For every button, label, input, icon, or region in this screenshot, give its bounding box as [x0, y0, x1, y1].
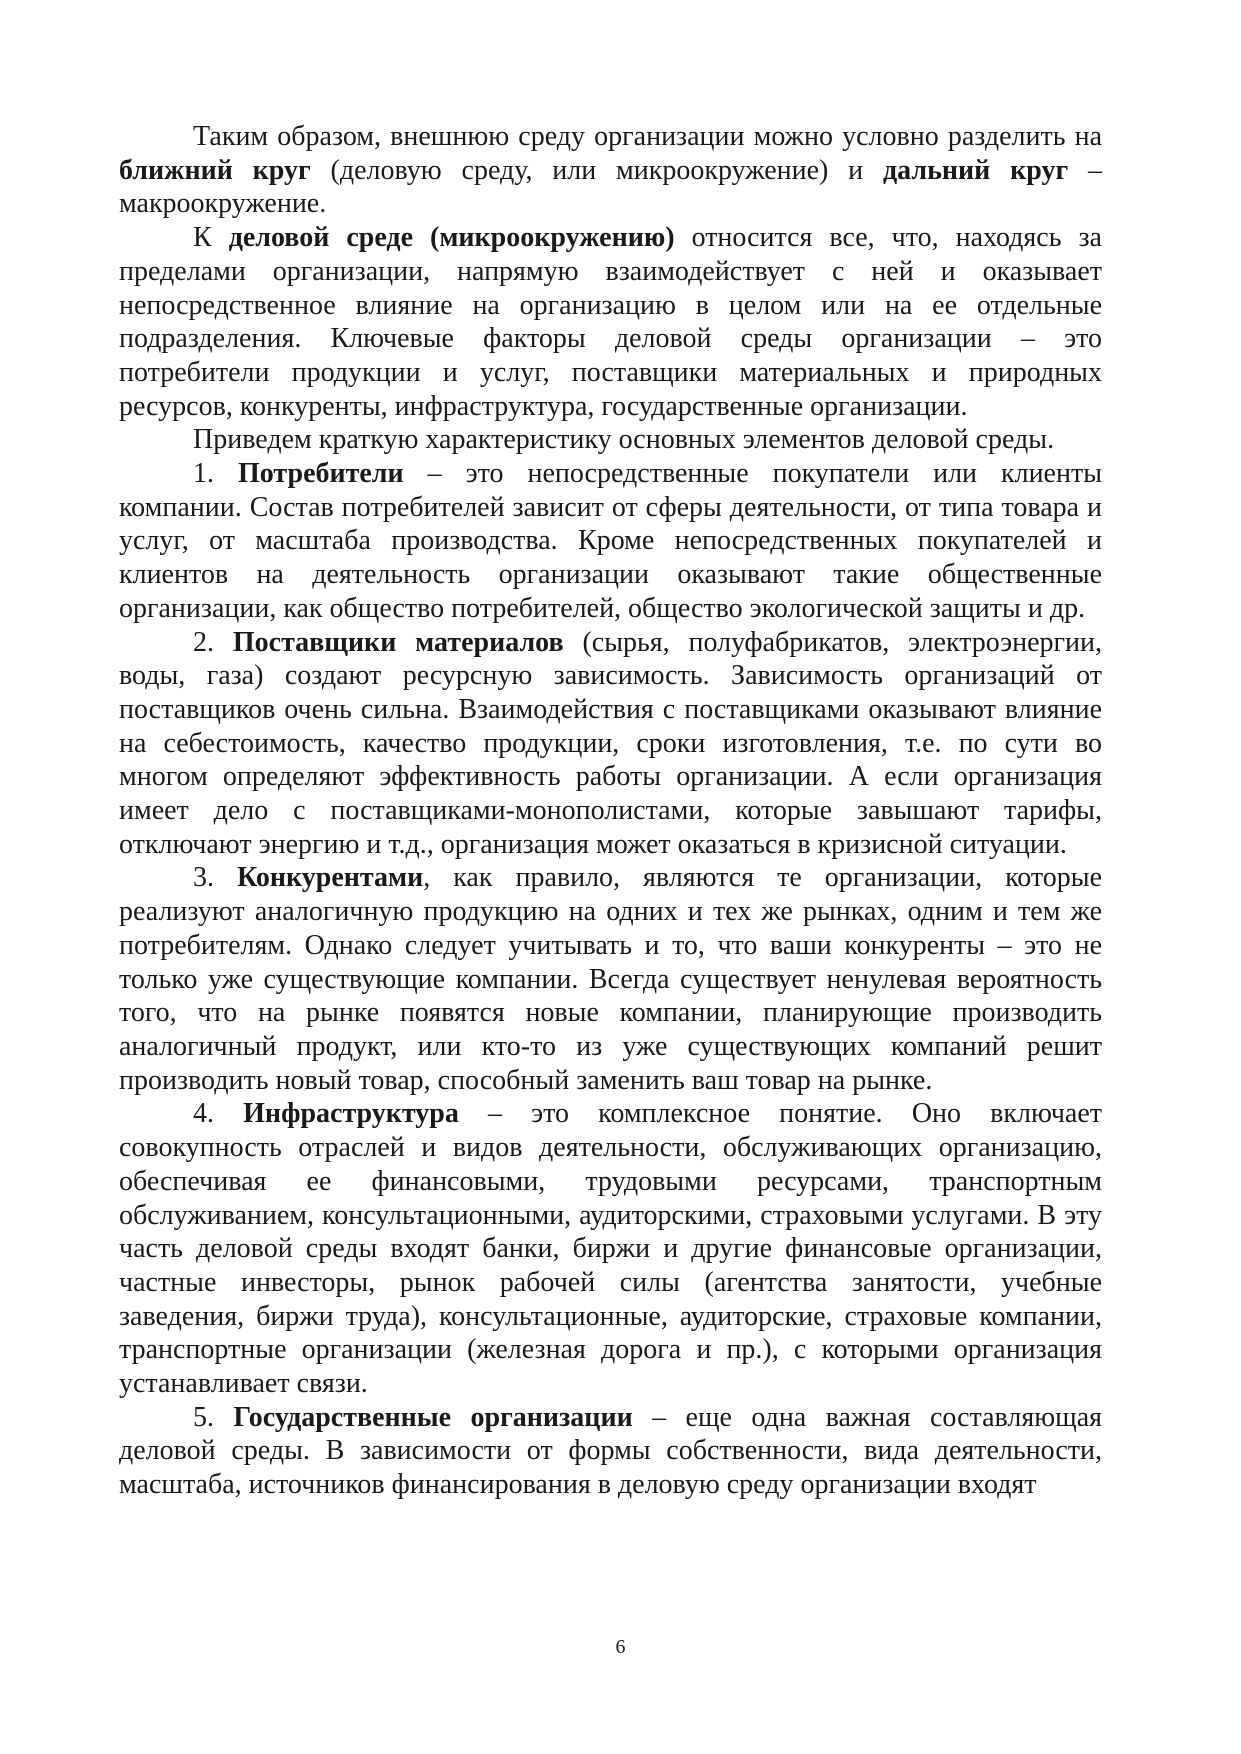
- text-run: , как правило, являются те организации, которые реализуют аналогичную продукцию на одних и тех же рынках, одним и тем же потребителям. Однако следует учитывать и то, что ваши конкуренты – это не только уже существующие компании. Всегда существует ненулевая вероятность того, что на рынке появятся новые компании, планирующие производить аналогичный продукт, или кто-то из уже существующих компаний решит производить новый товар, способный заменить ваш товар на рынке.: [119, 862, 1102, 1096]
- list-number: 1.: [193, 458, 238, 490]
- term-infrastructure: Инфраструктура: [243, 1098, 459, 1130]
- list-number: 4.: [193, 1098, 244, 1130]
- text-run: (сырья, полуфабрикатов, электроэнергии, воды, газа) создают ресурсную зависимость. Зависимость организаций от поставщиков очень сильна. Взаимодействия с поставщиками оказывают влияние на себестоимость, качество продукции, сроки изготовления, т.е. по сути во многом определяют эффективность работы организации. А если организация имеет дело с поставщиками-монополистами, которые завышают тарифы, отключают энергию и т.д., организация может оказаться в кризисной ситуации.: [119, 626, 1103, 860]
- term-consumers: Потребители: [237, 458, 404, 490]
- text-run: – еще одна важная составляющая деловой среды. В зависимости от формы собственности, вида деятельности, масштаба, источников финансирования в деловую среду организации входят: [119, 1401, 1103, 1501]
- term-suppliers: Поставщики материалов: [232, 626, 564, 658]
- list-item-infrastructure: [119, 1097, 1102, 1400]
- list-number: 5.: [193, 1401, 234, 1433]
- text-run: – это комплексное понятие. Оно включает совокупность отраслей и видов деятельности, обслуживающих организацию, обеспечивая ее финансовыми, трудовыми ресурсами, транспортным обслуживанием, консультационными, аудиторскими, страховыми услугами. В эту часть деловой среды входят банки, биржи и другие финансовые организации, частные инвесторы, рынок рабочей силы (агентства занятости, учебные заведения, биржи труда), консультационные, аудиторские, страховые компании, транспортные организации (железная дорога и пр.), с которыми организация устанавливает связи.: [119, 1098, 1103, 1400]
- term-business-environment: деловой среде (микроокружению): [228, 222, 675, 254]
- text-run: – макроокружение.: [119, 154, 1103, 220]
- list-number: 2.: [193, 626, 233, 658]
- list-item-suppliers: [119, 626, 1102, 862]
- list-number: 3.: [193, 862, 238, 894]
- term-near-circle: ближний круг: [119, 154, 311, 186]
- text-run: Приведем краткую характеристику основных элементов деловой среды.: [193, 424, 1055, 456]
- list-item-competitors: [119, 861, 1102, 1097]
- term-government: Государственные организации: [233, 1401, 633, 1433]
- list-item-consumers: [119, 457, 1102, 626]
- body-text: [119, 120, 1102, 1502]
- paragraph-intro: [119, 120, 1102, 221]
- list-item-government: [119, 1401, 1102, 1502]
- text-run: Таким образом, внешнюю среду организации можно условно разделить на: [193, 121, 1102, 152]
- term-far-circle: дальний круг: [882, 154, 1069, 186]
- text-run: (деловую среду, или микроокружение) и: [310, 154, 883, 186]
- text-run: относится все, что, находясь за пределами организации, напрямую взаимодействует с ней и оказывает непосредственное влияние на организацию в целом или на ее отдельные подразделения. Ключевые факторы деловой среды организации – это потребители продукции и услуг, поставщики материальных и природных ресурсов, конкуренты, инфраструктура, государственные организации.: [119, 222, 1102, 422]
- paragraph-business-environment: [119, 221, 1102, 423]
- text-run: – это непосредственные покупатели или клиенты компании. Состав потребителей зависит от сферы деятельности, от типа товара и услуг, от масштаба производства. Кроме непосредственных покупателей и клиентов на деятельность организации оказывают такие общественные организации, как общество потребителей, общество экологической защиты и др.: [119, 458, 1103, 624]
- term-competitors: Конкурентами: [237, 862, 424, 894]
- page-number: 6: [615, 1636, 626, 1658]
- paragraph-overview: [119, 423, 1102, 457]
- text-run: К: [193, 222, 229, 254]
